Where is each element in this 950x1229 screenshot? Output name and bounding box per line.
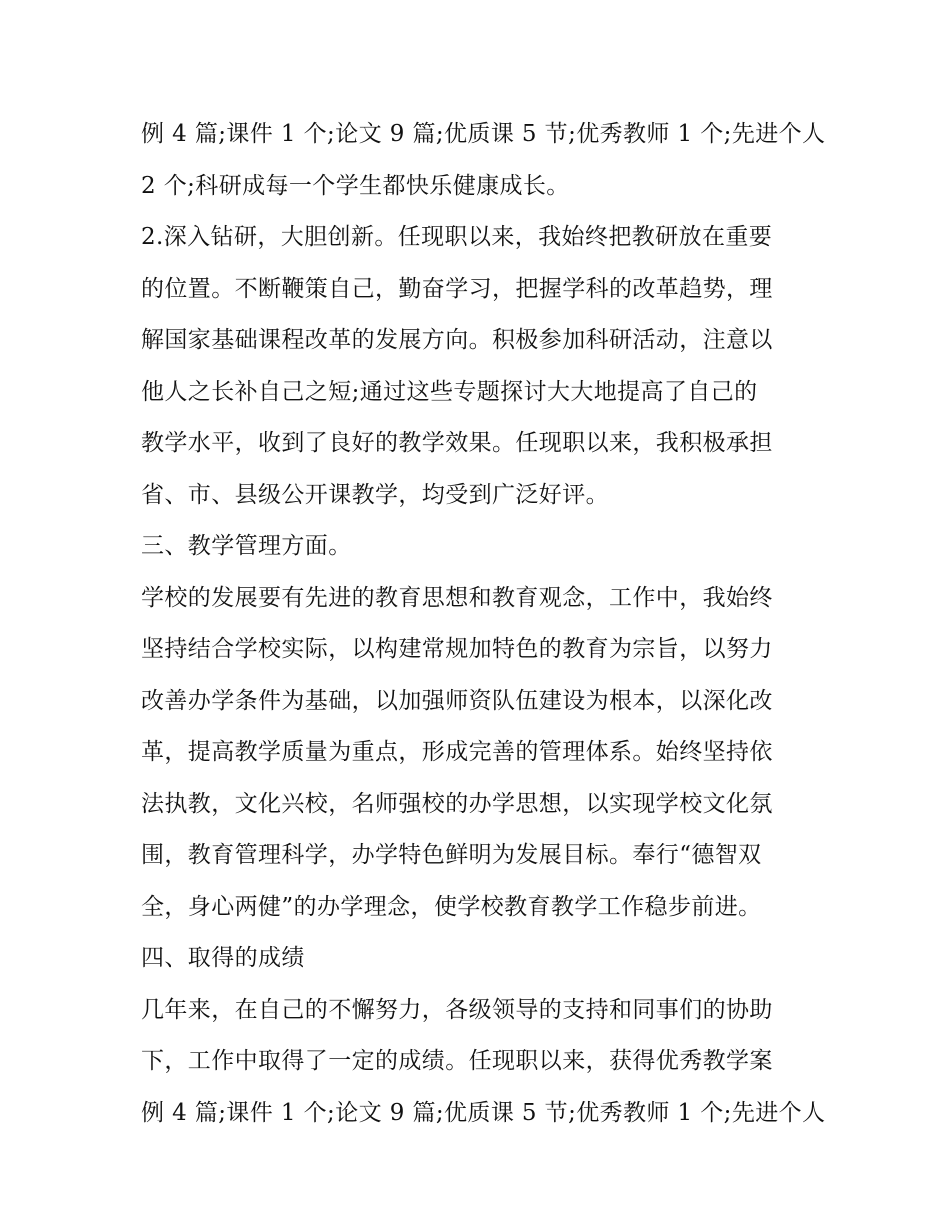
body-line: 2 个;科研成每一个学生都快乐健康成长。 xyxy=(141,172,570,199)
body-line: 几年来，在自己的不懈努力，各级领导的支持和同事们的协助 xyxy=(141,996,773,1023)
body-line: 革，提高教学质量为重点，形成完善的管理体系。始终坚持依 xyxy=(141,739,773,765)
section-heading: 三、教学管理方面。 xyxy=(141,533,352,559)
body-line: 全，身心两健”的办学理念，使学校教育教学工作稳步前进。 xyxy=(141,893,762,920)
body-line: 他人之长补自己之短;通过这些专题探讨大大地提高了自己的 xyxy=(141,378,758,405)
body-line: 解国家基础课程改革的发展方向。积极参加科研活动，注意以 xyxy=(141,327,773,353)
body-line: 坚持结合学校实际，以构建常规加特色的教育为宗旨，以努力 xyxy=(141,636,773,662)
body-line: 改善办学条件为基础，以加强师资队伍建设为根本，以深化改 xyxy=(141,687,773,714)
body-line: 例 4 篇;课件 1 个;论文 9 篇;优质课 5 节;优秀教师 1 个;先进个人 xyxy=(141,1099,826,1126)
section-heading: 四、取得的成绩 xyxy=(141,945,305,971)
body-line: 2.深入钻研，大胆创新。任现职以来，我始终把教研放在重要 xyxy=(141,224,773,250)
body-line: 法执教，文化兴校，名师强校的办学思想，以实现学校文化氛 xyxy=(141,790,773,817)
body-line: 省、市、县级公开课教学，均受到广泛好评。 xyxy=(141,481,609,508)
body-line: 教学水平，收到了良好的教学效果。任现职以来，我积极承担 xyxy=(141,430,773,456)
body-line: 围，教育管理科学，办学特色鲜明为发展目标。奉行“德智双 xyxy=(141,842,762,868)
body-line: 学校的发展要有先进的教育思想和教育观念，工作中，我始终 xyxy=(141,584,773,611)
body-line: 例 4 篇;课件 1 个;论文 9 篇;优质课 5 节;优秀教师 1 个;先进个人 xyxy=(141,121,826,147)
document-body xyxy=(141,109,826,1139)
body-line: 的位置。不断鞭策自己，勤奋学习，把握学科的改革趋势，理 xyxy=(141,275,773,302)
body-line: 下，工作中取得了一定的成绩。任现职以来，获得优秀教学案 xyxy=(141,1048,773,1074)
